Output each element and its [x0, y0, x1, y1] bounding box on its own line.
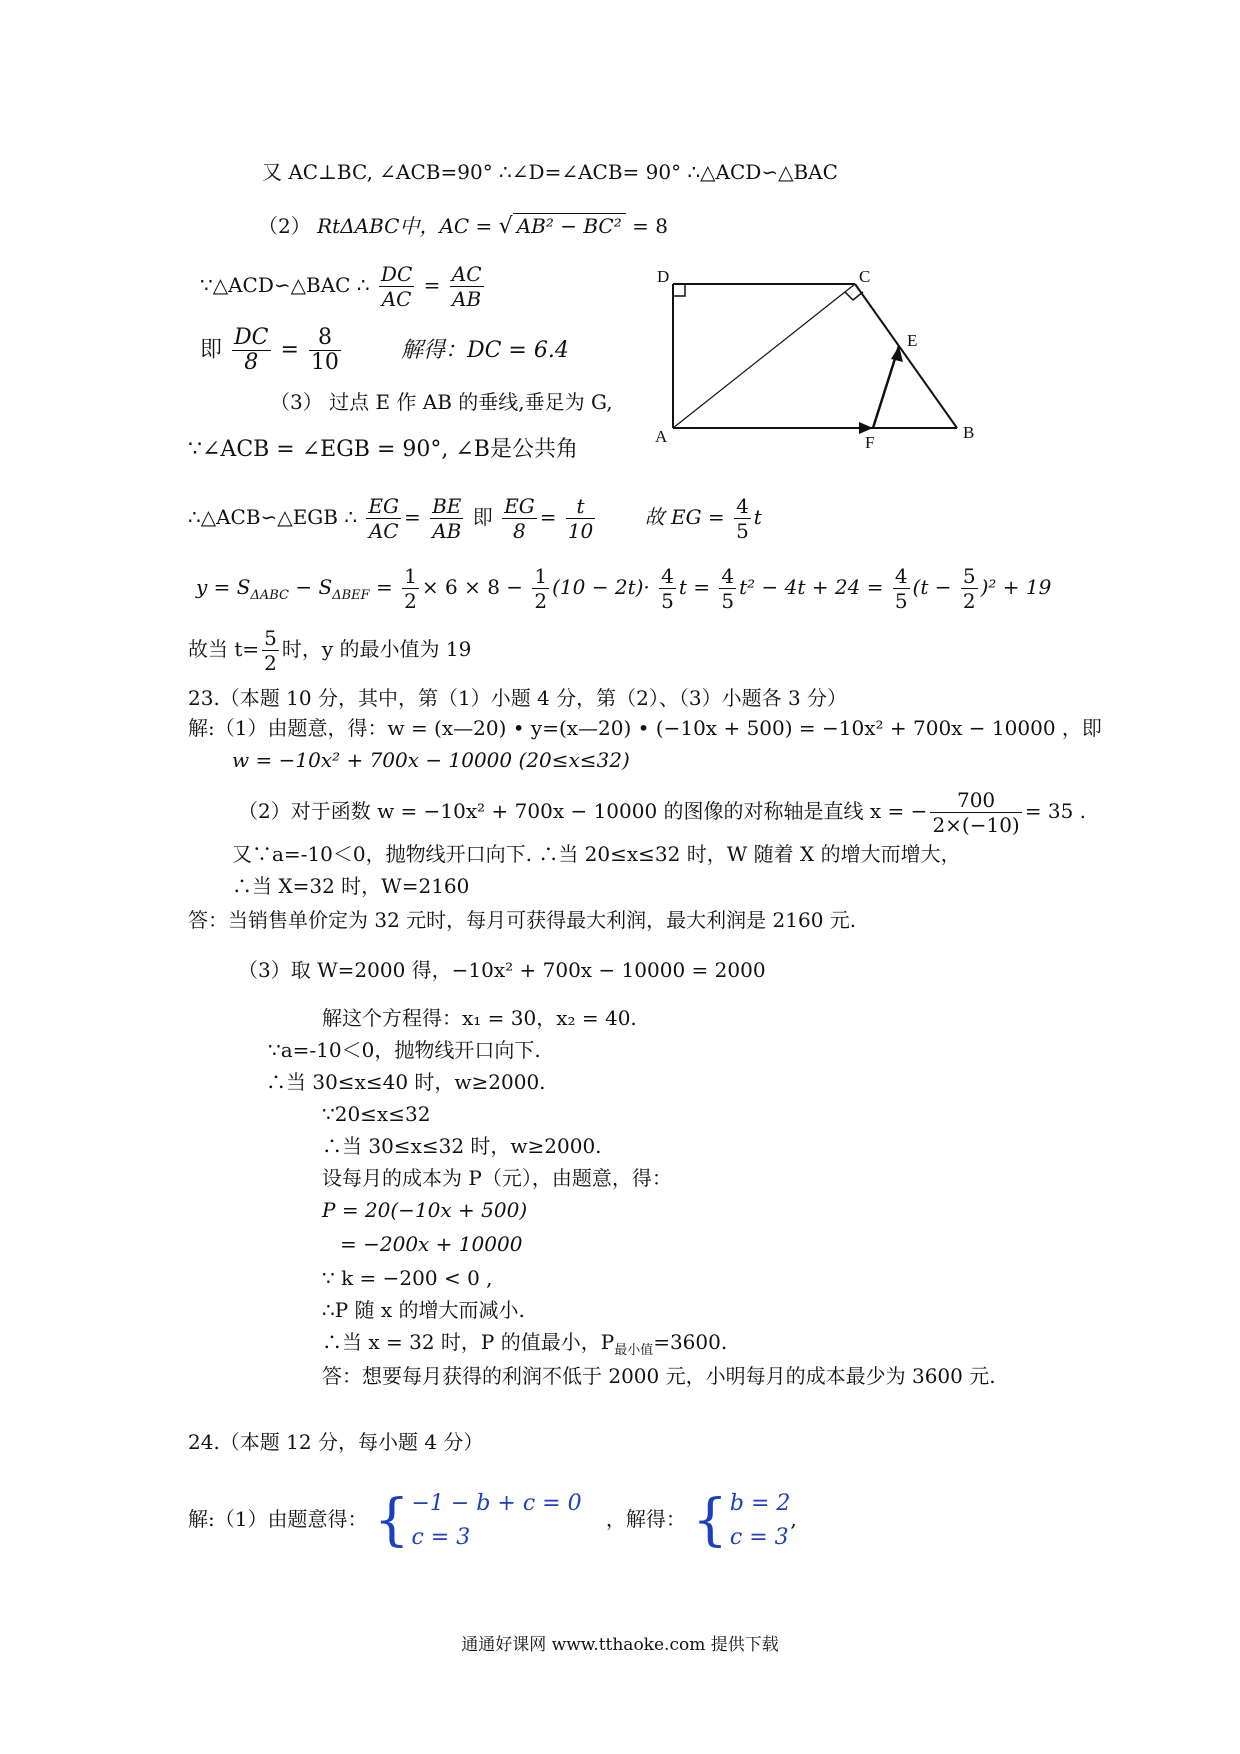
line-eg-ratio: ∴△ACB∽△EGB ∴ $\frac{EG}{AC}$ = $\frac{BE}{AB}$ 即 $\frac{EG}{8}$ = $\frac{t}{10}$ 故 EG = $\frac{4}{5}$ t: [188, 494, 762, 543]
label-a: A: [655, 427, 668, 446]
frac45-num-1: 4: [661, 564, 674, 588]
q23-part3-decreasing: ∴P 随 x 的增大而减小.: [322, 1298, 525, 1322]
q23-answer-1: 答：当销售单价定为 32 元时，每月可获得最大利润，最大利润是 2160 元.: [188, 908, 857, 932]
frac45-den-1: 5: [661, 589, 674, 613]
min-frac-den: 2: [264, 651, 277, 675]
q23-part3-opens-down: ∵a=-10＜0，抛物线开口向下.: [268, 1038, 541, 1062]
half-num-2: 1: [534, 564, 548, 588]
min-frac-num: 5: [264, 626, 277, 650]
line-min-value: [188, 626, 471, 675]
times-part: × 6 × 8 −: [421, 575, 524, 599]
q23-part1: 解:（1）由题意，得：w = (x—20) • y=(x—20) • (−10x + 500) = −10x² + 700x − 10000 ，即: [188, 716, 1102, 740]
equals-sign-2: =: [280, 337, 299, 363]
label-c: C: [859, 267, 871, 286]
line-solve-dc: [200, 326, 569, 375]
q23-part3-roots: 解这个方程得：x₁ = 30，x₂ = 40.: [322, 1006, 637, 1030]
minus-s: − S: [289, 575, 333, 599]
q23-part3-min: [322, 1328, 727, 1365]
segment-ac: [673, 284, 855, 428]
q23-part2-axis: [238, 788, 1086, 837]
q23-part3-slope: ∵ k = −200 < 0 ,: [322, 1266, 493, 1290]
axis-prefix: （2）对于函数 w = −10x² + 700x − 10000 的图像的对称轴是直线 x = −: [238, 799, 928, 823]
q23-part3-domain: ∵20≤x≤32: [322, 1102, 431, 1126]
left-brace-2: {: [692, 1487, 728, 1553]
dc-result: 解得：DC = 6.4: [400, 337, 569, 363]
ac-equation-text: RtΔABC中，AC =: [317, 214, 493, 238]
system2-eq1: b = 2: [729, 1490, 791, 1516]
frac-eg: EG: [368, 494, 399, 518]
q24-part1-prefix: 解:（1）由题意得：: [188, 1507, 368, 1531]
q23-part1-result: w = −10x² + 700x − 10000 (20≤x≤32): [232, 748, 630, 772]
line-part3-construction: （3） 过点 E 作 AB 的垂线,垂足为 G,: [270, 390, 613, 414]
part2-label: （2）: [258, 214, 311, 238]
quadratic-part: t² − 4t + 24 =: [739, 575, 884, 599]
q23-part3-cost-eq2: = −200x + 10000: [340, 1232, 523, 1256]
sqrt-radicand: AB² − BC²: [513, 213, 626, 238]
frac-ac-num: AC: [451, 262, 482, 286]
frac-8-den-2: 8: [513, 519, 526, 543]
line-area-function: [196, 564, 1051, 613]
right-angle-mark-c: [845, 292, 863, 300]
q23-part2-max: ∴当 X=32 时，W=2160: [232, 874, 470, 898]
line-similar-ratio: [200, 262, 487, 311]
q23-part3-cost-eq1: P = 20(−10x + 500): [322, 1198, 528, 1222]
q23-part3-intersection: ∴当 30≤x≤32 时，w≥2000.: [322, 1134, 602, 1158]
q24-solve-label: ，解得：: [605, 1507, 686, 1531]
segment-cb: [855, 284, 957, 428]
frac45-num-3: 4: [894, 564, 908, 588]
paren-part: (10 − 2t)·: [552, 575, 650, 599]
frac-4: 4: [736, 494, 749, 518]
equals-sign: =: [423, 273, 441, 297]
frac-ab: AB: [452, 287, 482, 311]
sqrt-sign: √: [498, 214, 513, 239]
eq-c: =: [369, 575, 393, 599]
system2-eq2: c = 3: [729, 1524, 789, 1550]
min-p-prefix: ∴当 x = 32 时，P 的值最小，P: [322, 1330, 615, 1354]
footer-source: 通通好课网 www.tthaoke.com 提供下载: [461, 1635, 779, 1655]
frac-dc: DC: [380, 262, 413, 286]
frac45-den-2: 5: [721, 589, 735, 613]
frac52-den: 2: [962, 589, 976, 613]
label-e: E: [907, 331, 918, 350]
min-p-value: =3600.: [653, 1330, 728, 1354]
frac45-num-2: 4: [721, 564, 735, 588]
label-d: D: [657, 267, 670, 286]
t-eq: t =: [678, 575, 711, 599]
axis-result: = 35 .: [1024, 799, 1087, 823]
line-part2-ac: [258, 212, 668, 241]
half-den-1: 2: [404, 589, 417, 613]
vertex-close: )² + 19: [980, 575, 1052, 599]
label-b: B: [963, 423, 975, 442]
sub-abc: ΔABC: [250, 588, 290, 603]
vertex-open: (t −: [912, 575, 952, 599]
line-right-angles: ∵∠ACB = ∠EGB = 90°, ∠B是公共角: [188, 437, 578, 462]
q24-part1: [188, 1480, 797, 1558]
t-var: t: [753, 505, 762, 529]
axis-den: 2×(−10): [932, 813, 1020, 837]
frac-t: t: [566, 494, 595, 519]
similar-ratio-prefix: ∵△ACD∽△BAC ∴: [200, 273, 370, 297]
frac-ab-den: AB: [432, 519, 462, 543]
system-2: [730, 1487, 791, 1555]
q23-header: 23.（本题 10 分，其中，第（1）小题 4 分，第（2）、（3）小题各 3 分）: [188, 686, 848, 710]
ji-prefix: 即: [200, 337, 223, 363]
frac-5: 5: [736, 519, 749, 543]
right-angle-mark-d: [673, 284, 685, 296]
frac-ac: AC: [381, 287, 412, 311]
q23-part3-range: ∴当 30≤x≤40 时，w≥2000.: [266, 1070, 546, 1094]
frac-8-den: 8: [244, 350, 259, 375]
min-prefix: 故当 t=: [188, 637, 260, 661]
system1-eq1: −1 − b + c = 0: [411, 1490, 582, 1516]
frac-ac-den: AC: [368, 519, 399, 543]
eg-result-prefix: 故 EG =: [644, 505, 725, 529]
frac-10-den-2: 10: [567, 519, 594, 543]
frac52-num: 5: [962, 564, 976, 588]
line-angle-similarity: 又 AC⊥BC, ∠ACB=90° ∴∠D=∠ACB= 90° ∴△ACD∽△BAC: [262, 160, 838, 184]
frac-be: BE: [432, 494, 462, 518]
frac45-den-3: 5: [894, 589, 908, 613]
min-p-sub: 最小值: [614, 1343, 654, 1358]
geometry-figure: [655, 262, 985, 452]
frac-eg-2: EG: [504, 494, 535, 518]
axis-num: 700: [930, 788, 1021, 813]
ji-mid: 即: [472, 505, 493, 529]
sub-bef: ΔBEF: [332, 588, 370, 603]
q23-part3-equation: （3）取 W=2000 得，−10x² + 700x − 10000 = 2000: [238, 958, 766, 982]
left-brace-1: {: [373, 1487, 410, 1553]
y-eq-s: y = S: [196, 575, 251, 599]
system1-eq2: c = 3: [411, 1524, 471, 1550]
frac-dc-num: DC: [234, 325, 269, 350]
eg-prefix: ∴△ACB∽△EGB ∴: [188, 505, 358, 529]
q23-part2-increase: 又∵a=-10＜0，抛物线开口向下. ∴当 20≤x≤32 时，W 随着 X 的增大而增大，: [232, 842, 961, 866]
label-f: F: [865, 433, 875, 452]
q24-comma: ,: [790, 1507, 797, 1531]
q24-header: 24.（本题 12 分，每小题 4 分）: [188, 1430, 484, 1454]
frac-8-num: 8: [309, 326, 341, 351]
half-num-1: 1: [404, 564, 417, 588]
ac-result: = 8: [632, 214, 668, 238]
frac-10-den: 10: [310, 350, 339, 375]
q23-answer-2: 答：想要每月获得的利润不低于 2000 元，小明每月的成本最少为 3600 元.: [322, 1364, 996, 1388]
system-1: [411, 1487, 581, 1555]
half-den-2: 2: [534, 589, 548, 613]
min-tail: 时，y 的最小值为 19: [281, 637, 472, 661]
q23-part3-cost-def: 设每月的成本为 P（元），由题意，得：: [322, 1166, 672, 1190]
